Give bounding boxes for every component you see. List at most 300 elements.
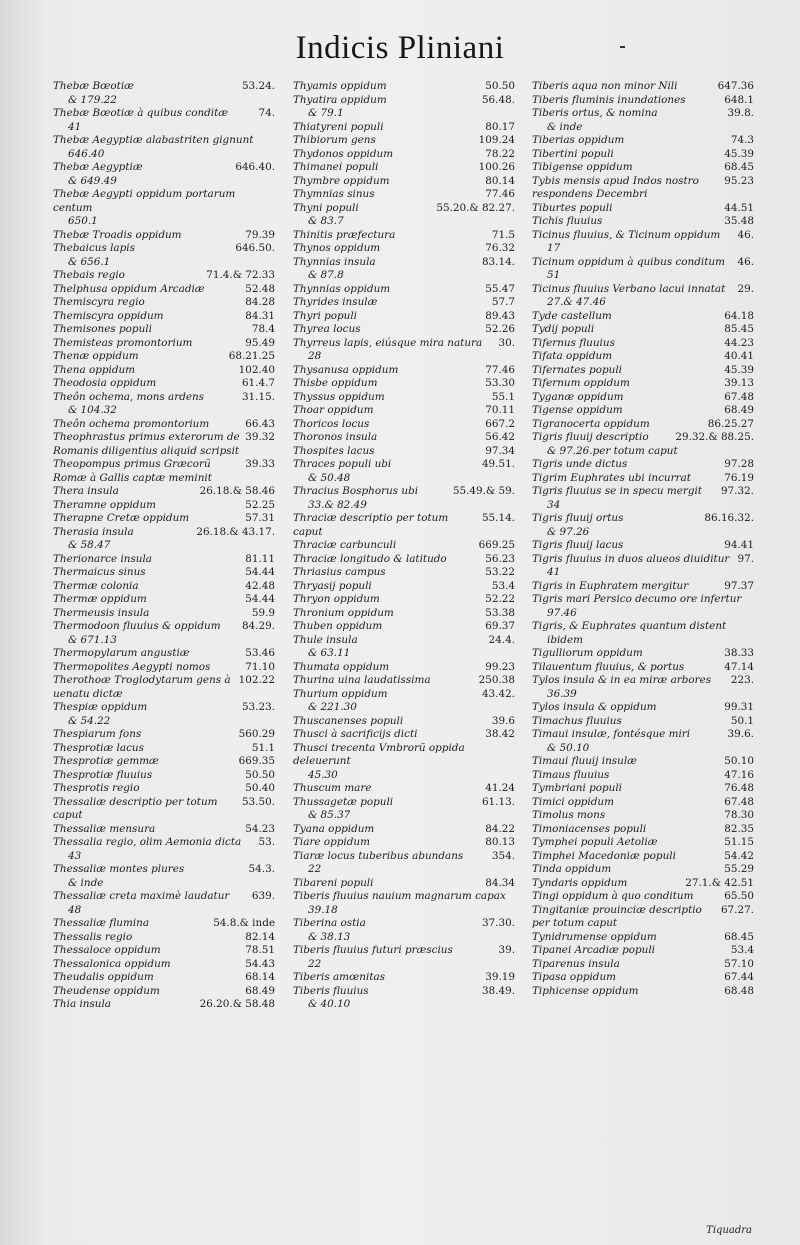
entry-reference: 46.: [737, 228, 754, 241]
entry-continuation: & 179.22: [68, 93, 117, 106]
entry-name: Timphei Macedoniæ populi: [532, 849, 676, 862]
entry-name: Tigris fluuij descriptio: [532, 431, 649, 443]
entry-continuation: ibidem: [547, 633, 583, 646]
entry-name: Therothoæ Troglodytarum gens à uenatu dictæ: [53, 674, 231, 700]
entry-continuation: 650.1: [68, 215, 98, 227]
entry-continuation: 41: [68, 120, 82, 133]
index-entry: [532, 283, 754, 310]
entry-reference: 82.35: [724, 822, 754, 835]
index-entry: [53, 944, 275, 958]
entry-reference: 40.41: [724, 350, 754, 362]
entry-name: Thermæ oppidum: [53, 593, 147, 605]
index-entry: [293, 364, 515, 378]
entry-reference: 42.48: [245, 579, 275, 592]
entry-reference: 84.28: [245, 296, 275, 308]
index-entry: [53, 863, 275, 890]
entry-reference: 54.44: [245, 593, 275, 605]
entry-name: Tigris fluuius se in specu mergit: [532, 485, 702, 497]
entry-reference: 51.15: [724, 836, 754, 848]
entry-name: Thebæ Aegyptiæ: [53, 161, 143, 173]
index-entry: [53, 742, 275, 756]
index-entry: [293, 971, 515, 985]
index-entry: [293, 256, 515, 283]
entry-reference: 39.: [498, 944, 515, 956]
entry-name: Tigris fluuij ortus: [532, 512, 624, 524]
entry-continuation: & 97.26.per totum caput: [547, 444, 678, 457]
entry-reference: 54.44: [245, 566, 275, 578]
entry-name: Tiberis fluuius nauium magnarum capax: [293, 890, 506, 902]
entry-name: Ticinus fluuius Verbano lacui innatat: [532, 282, 726, 295]
entry-reference: 89.43: [485, 309, 515, 322]
entry-name: Tingi oppidum à quo conditum: [532, 890, 694, 902]
index-entry: [532, 823, 754, 837]
entry-reference: 70.11: [485, 404, 515, 416]
entry-name: Tifernum oppidum: [532, 377, 630, 389]
entry-name: Tipanei Arcadiæ populi: [532, 944, 655, 956]
entry-name: Themiscyra regio: [53, 296, 145, 308]
index-entry: [293, 634, 515, 661]
entry-reference: 24.4.: [488, 633, 515, 646]
entry-reference: 646.40.: [235, 161, 275, 173]
index-entry: [53, 161, 275, 188]
entry-continuation: 33.& 82.49: [308, 498, 367, 511]
index-entry: [532, 809, 754, 823]
entry-name: Tigranocerta oppidum: [532, 417, 650, 430]
index-entry: [53, 418, 275, 432]
entry-name: Tipasa oppidum: [532, 971, 617, 983]
index-entry: [532, 364, 754, 378]
entry-reference: 55.49.& 59.: [452, 485, 515, 497]
entry-name: Thyssus oppidum: [293, 390, 385, 403]
entry-reference: 61.4.7: [241, 377, 275, 389]
entry-continuation: & 221.30: [308, 701, 357, 713]
entry-reference: 39.32: [245, 431, 275, 443]
index-entry: [532, 80, 754, 94]
entry-name: Thessalonica oppidum: [53, 957, 171, 970]
entry-reference: 84.31: [245, 309, 275, 322]
entry-reference: 38.42: [485, 728, 515, 740]
index-entry: [53, 566, 275, 580]
entry-reference: 46.: [737, 255, 754, 268]
entry-name: Thoronos insula: [293, 431, 378, 443]
entry-continuation: 45.30: [308, 768, 338, 781]
entry-reference: 52.26: [485, 323, 515, 335]
index-entry: [293, 148, 515, 162]
index-entry: [532, 134, 754, 148]
index-entry: [293, 985, 515, 1012]
entry-reference: 39.8.: [727, 107, 754, 119]
entry-name: Timaus fluuius: [532, 768, 610, 781]
entry-reference: 77.46: [485, 363, 515, 376]
entry-name: Therasia insula: [53, 525, 134, 538]
entry-continuation: 28: [308, 350, 322, 362]
entry-name: Thryon oppidum: [293, 593, 380, 605]
entry-name: Thermopylarum angustiæ: [53, 647, 190, 659]
entry-name: Tigris fluuius in duos alueos diuiditur: [532, 552, 730, 565]
entry-name: Thurium oppidum: [293, 687, 388, 700]
entry-reference: 53.24.: [241, 80, 275, 92]
entry-reference: 354.: [491, 849, 515, 862]
index-entry: [532, 701, 754, 715]
entry-reference: 27.1.& 42.51: [685, 876, 754, 889]
entry-name: Tiberis amœnitas: [293, 971, 386, 983]
entry-name: Ticinus fluuius, & Ticinum oppidum: [532, 228, 721, 241]
entry-name: Themisteas promontorium: [53, 336, 193, 349]
index-entry: [53, 620, 275, 647]
entry-continuation: 27.& 47.46: [547, 296, 606, 308]
entry-name: Thelphusa oppidum Arcadiæ: [53, 282, 205, 295]
entry-reference: 65.50: [724, 890, 754, 902]
entry-reference: 71.10: [245, 660, 275, 673]
entry-name: Theudense oppidum: [53, 984, 160, 997]
entry-name: Tymphei populi Aetoliæ: [532, 836, 658, 848]
index-entry: [293, 458, 515, 485]
entry-reference: 37.30.: [481, 917, 515, 929]
entry-reference: 78.30: [724, 809, 754, 821]
entry-reference: 95.49: [245, 336, 275, 349]
entry-name: Thusci trecenta Vmbrorũ oppida deleuerunt: [293, 741, 465, 767]
entry-name: Thynnias insula: [293, 255, 376, 268]
entry-name: Thryasij populi: [293, 579, 372, 592]
index-entry: [53, 836, 275, 863]
entry-reference: 560.29: [238, 728, 275, 740]
entry-name: Tiberina ostia: [293, 917, 366, 929]
entry-name: Thymbre oppidum: [293, 174, 390, 187]
index-entry: [532, 580, 754, 594]
entry-name: Thyrea locus: [293, 323, 361, 335]
entry-name: Thysanusa oppidum: [293, 363, 399, 376]
entry-name: Tyganæ oppidum: [532, 390, 624, 403]
index-entry: [532, 350, 754, 364]
index-column-3: [532, 80, 754, 998]
entry-reference: 68.21.25: [228, 350, 275, 362]
index-entry: [293, 161, 515, 175]
entry-continuation: & 656.1: [68, 255, 111, 268]
entry-reference: 102.22: [238, 674, 275, 686]
entry-name: Tifata oppidum: [532, 350, 613, 362]
index-entry: [53, 134, 275, 161]
entry-reference: 26.20.& 58.48: [199, 998, 275, 1010]
entry-continuation: & inde: [68, 876, 104, 889]
entry-name: Tylos insula & in ea miræ arbores: [532, 674, 712, 686]
entry-continuation: 22: [308, 863, 322, 875]
index-entry: [53, 607, 275, 621]
entry-reference: 45.39: [724, 363, 754, 376]
index-entry: [53, 107, 275, 134]
index-entry: [293, 890, 515, 917]
entry-name: Theodosia oppidum: [53, 377, 157, 389]
entry-reference: 50.1: [730, 714, 754, 727]
entry-name: Thoar oppidum: [293, 404, 374, 416]
entry-reference: 99.23: [485, 660, 515, 673]
entry-reference: 56.42: [485, 431, 515, 443]
index-entry: [532, 229, 754, 256]
entry-name: Tymbriani populi: [532, 782, 623, 794]
entry-reference: 67.44: [724, 971, 754, 983]
entry-name: Tiaræ locus tuberibus abundans: [293, 849, 464, 862]
entry-name: Tyde castellum: [532, 309, 612, 322]
index-entry: [293, 310, 515, 324]
index-entry: [532, 107, 754, 134]
index-entry: [53, 647, 275, 661]
entry-name: Thussagetæ populi: [293, 795, 394, 808]
entry-reference: 68.49: [245, 984, 275, 997]
entry-name: Tynidrumense oppidum: [532, 930, 657, 943]
entry-name: Thebæ Troadis oppidum: [53, 228, 182, 241]
entry-name: Thibiorum gens: [293, 134, 376, 146]
index-entry: [532, 377, 754, 391]
entry-continuation: & 63.11: [308, 647, 351, 659]
index-entry: [532, 485, 754, 512]
entry-reference: 54.8.& inde: [213, 917, 275, 929]
entry-name: Thermæ colonia: [53, 579, 139, 592]
entry-name: Tiberias oppidum: [532, 134, 625, 146]
entry-name: Tibertini populi: [532, 147, 614, 160]
entry-continuation: 48: [68, 903, 82, 916]
index-entry: [532, 620, 754, 647]
entry-reference: 68.45: [724, 161, 754, 173]
entry-reference: 97.32.: [720, 485, 754, 497]
entry-name: Thriasius campus: [293, 566, 386, 578]
index-entry: [53, 769, 275, 783]
entry-name: Thimanei populi: [293, 161, 379, 173]
entry-name: Thermeusis insula: [53, 606, 150, 619]
entry-reference: 26.18.& 58.46: [199, 485, 275, 497]
entry-name: Thospites lacus: [293, 444, 375, 457]
index-entry: [53, 998, 275, 1012]
index-entry: [293, 94, 515, 121]
entry-reference: 50.40: [245, 782, 275, 794]
entry-name: Tinda oppidum: [532, 863, 612, 875]
index-entry: [53, 310, 275, 324]
index-entry: [53, 391, 275, 418]
entry-name: Thessaliæ creta maximè laudatur: [53, 890, 230, 902]
entry-name: Thebaicus lapis: [53, 242, 135, 254]
entry-reference: 54.43: [245, 957, 275, 970]
index-entry: [293, 593, 515, 607]
entry-reference: 669.35: [238, 755, 275, 767]
entry-name: Timachus fluuius: [532, 714, 622, 727]
entry-reference: 39.19: [485, 971, 515, 983]
entry-name: Theôn ochema promontorium: [53, 417, 210, 430]
index-entry: [293, 944, 515, 971]
entry-name: Tigris mari Persico decumo ore infertur: [532, 593, 742, 605]
entry-reference: 78.51: [245, 944, 275, 956]
entry-name: Thessaliæ mensura: [53, 822, 156, 835]
index-entry: [293, 202, 515, 229]
entry-name: Thuscum mare: [293, 782, 372, 794]
index-entry: [293, 404, 515, 418]
entry-name: Thisbe oppidum: [293, 377, 378, 389]
index-entry: [53, 323, 275, 337]
entry-name: Thermopolites Aegypti nomos: [53, 660, 211, 673]
index-entry: [532, 148, 754, 162]
index-entry: [53, 931, 275, 945]
index-entry: [293, 796, 515, 823]
entry-name: Thraciæ descriptio per totum caput: [293, 512, 449, 538]
index-entry: [293, 391, 515, 405]
entry-reference: 39.6: [491, 714, 515, 727]
entry-name: Thessaloce oppidum: [53, 944, 161, 956]
entry-reference: 84.34: [485, 876, 515, 889]
entry-name: Thyni populi: [293, 201, 359, 214]
index-entry: [293, 121, 515, 135]
entry-reference: 250.38: [478, 674, 515, 686]
entry-reference: 53.4: [491, 579, 515, 592]
index-entry: [532, 944, 754, 958]
index-entry: [53, 337, 275, 351]
index-entry: [293, 850, 515, 877]
entry-name: Tiphicense oppidum: [532, 984, 639, 997]
index-entry: [532, 94, 754, 108]
entry-name: Tiare oppidum: [293, 836, 370, 848]
entry-reference: 648.1: [724, 93, 754, 106]
entry-name: Thia insula: [53, 998, 112, 1010]
entry-name: Tigense oppidum: [532, 404, 623, 416]
index-entry: [532, 958, 754, 972]
entry-name: Thespiarum fons: [53, 728, 142, 740]
entry-name: Thurina uina laudatissima: [293, 674, 431, 686]
entry-reference: 76.32: [485, 242, 515, 254]
index-entry: [293, 917, 515, 944]
entry-name: Thraces populi ubi: [293, 458, 392, 470]
index-entry: [53, 701, 275, 728]
index-entry: [53, 661, 275, 675]
entry-reference: 47.14: [724, 660, 754, 673]
entry-reference: 94.41: [724, 539, 754, 551]
entry-reference: 50.50: [485, 80, 515, 92]
entry-name: Thydonos oppidum: [293, 147, 394, 160]
catchword: Tiquadra: [706, 1225, 752, 1236]
entry-name: Tifernus fluuius: [532, 336, 615, 349]
index-entry: [293, 377, 515, 391]
entry-reference: 45.39: [724, 147, 754, 160]
entry-reference: 55.1: [491, 390, 515, 403]
entry-continuation: & 87.8: [308, 269, 344, 281]
entry-reference: 97.28: [724, 458, 754, 470]
entry-reference: 76.48: [724, 782, 754, 794]
entry-continuation: 97.46: [547, 606, 577, 619]
index-entry: [532, 755, 754, 769]
entry-name: Thessaliæ descriptio per totum caput: [53, 795, 218, 821]
index-entry: [53, 728, 275, 742]
entry-reference: 71.5: [491, 228, 515, 241]
index-entry: [293, 445, 515, 459]
index-entry: [532, 337, 754, 351]
entry-reference: 50.50: [245, 768, 275, 781]
entry-reference: 82.14: [245, 930, 275, 943]
entry-reference: 50.10: [724, 755, 754, 767]
entry-reference: 54.23: [245, 822, 275, 835]
index-entry: [293, 175, 515, 189]
index-entry: [293, 620, 515, 634]
index-entry: [293, 782, 515, 796]
index-entry: [53, 593, 275, 607]
entry-reference: 59.9: [251, 606, 275, 619]
entry-reference: 29.: [737, 282, 754, 295]
entry-reference: 49.51.: [481, 458, 515, 470]
entry-reference: 52.22: [485, 593, 515, 605]
index-entry: [532, 310, 754, 324]
entry-name: Tigris fluuij lacus: [532, 539, 624, 551]
index-entry: [532, 836, 754, 850]
entry-continuation: 39.18: [308, 903, 338, 916]
entry-continuation: & 79.1: [308, 107, 344, 119]
entry-reference: 26.18.& 43.17.: [196, 525, 275, 538]
index-entry: [532, 863, 754, 877]
entry-reference: 66.43: [245, 417, 275, 430]
entry-reference: 85.45: [724, 323, 754, 335]
entry-name: Thyatira oppidum: [293, 93, 387, 106]
index-entry: [53, 458, 275, 485]
entry-reference: 102.40: [238, 363, 275, 376]
entry-reference: 53.22: [485, 566, 515, 578]
index-entry: [293, 283, 515, 297]
index-entry: [53, 269, 275, 283]
entry-name: Thymnias sinus: [293, 188, 375, 200]
entry-reference: 51.1: [251, 741, 275, 754]
entry-name: Timaui fluuij insulæ: [532, 755, 637, 767]
entry-name: Tiberis aqua non minor Nili: [532, 80, 678, 92]
entry-name: Thyri populi: [293, 309, 357, 322]
entry-reference: 55.29: [724, 863, 754, 875]
entry-name: Tigulliorum oppidum: [532, 647, 643, 659]
index-entry: [532, 202, 754, 216]
index-entry: [532, 769, 754, 783]
index-entry: [293, 607, 515, 621]
index-entry: [53, 890, 275, 917]
index-entry: [532, 850, 754, 864]
entry-name: Tylos insula & oppidum: [532, 701, 657, 713]
entry-continuation: & 40.10: [308, 998, 351, 1010]
entry-name: Timolus mons: [532, 809, 606, 821]
entry-name: Thronium oppidum: [293, 606, 394, 619]
entry-name: Thuben oppidum: [293, 620, 383, 632]
index-entry: [532, 553, 754, 580]
index-entry: [293, 877, 515, 891]
entry-name: Thraciæ longitudo & latitudo: [293, 552, 447, 565]
entry-reference: 38.33: [724, 647, 754, 659]
index-entry: [53, 580, 275, 594]
index-entry: [532, 256, 754, 283]
index-entry: [532, 971, 754, 985]
entry-name: Tiberis fluuius: [293, 984, 369, 997]
entry-continuation: & 50.10: [547, 741, 590, 754]
entry-reference: 223.: [730, 674, 754, 686]
entry-continuation: 22: [308, 957, 322, 970]
entry-name: Theopompus primus Græcorũ Romæ à Gallis captæ meminit: [53, 458, 212, 484]
entry-name: Tigris unde dictus: [532, 458, 628, 470]
entry-name: Thespiæ oppidum: [53, 701, 148, 713]
entry-reference: 53.23.: [241, 701, 275, 713]
entry-reference: 95.23: [724, 174, 754, 187]
index-entry: [293, 661, 515, 675]
entry-continuation: & 649.49: [68, 174, 117, 187]
index-entry: [53, 971, 275, 985]
entry-reference: 47.16: [724, 768, 754, 781]
index-entry: [293, 323, 515, 337]
entry-continuation: & 58.47: [68, 539, 111, 551]
index-entry: [293, 418, 515, 432]
entry-continuation: 17: [547, 242, 561, 254]
entry-reference: 54.42: [724, 849, 754, 862]
entry-reference: 81.11: [245, 552, 275, 565]
entry-name: Tigrim Euphrates ubi incurrat: [532, 471, 691, 484]
index-entry: [293, 823, 515, 837]
index-entry: [532, 877, 754, 891]
entry-reference: 41.24: [485, 782, 515, 794]
entry-name: Thumata oppidum: [293, 660, 390, 673]
